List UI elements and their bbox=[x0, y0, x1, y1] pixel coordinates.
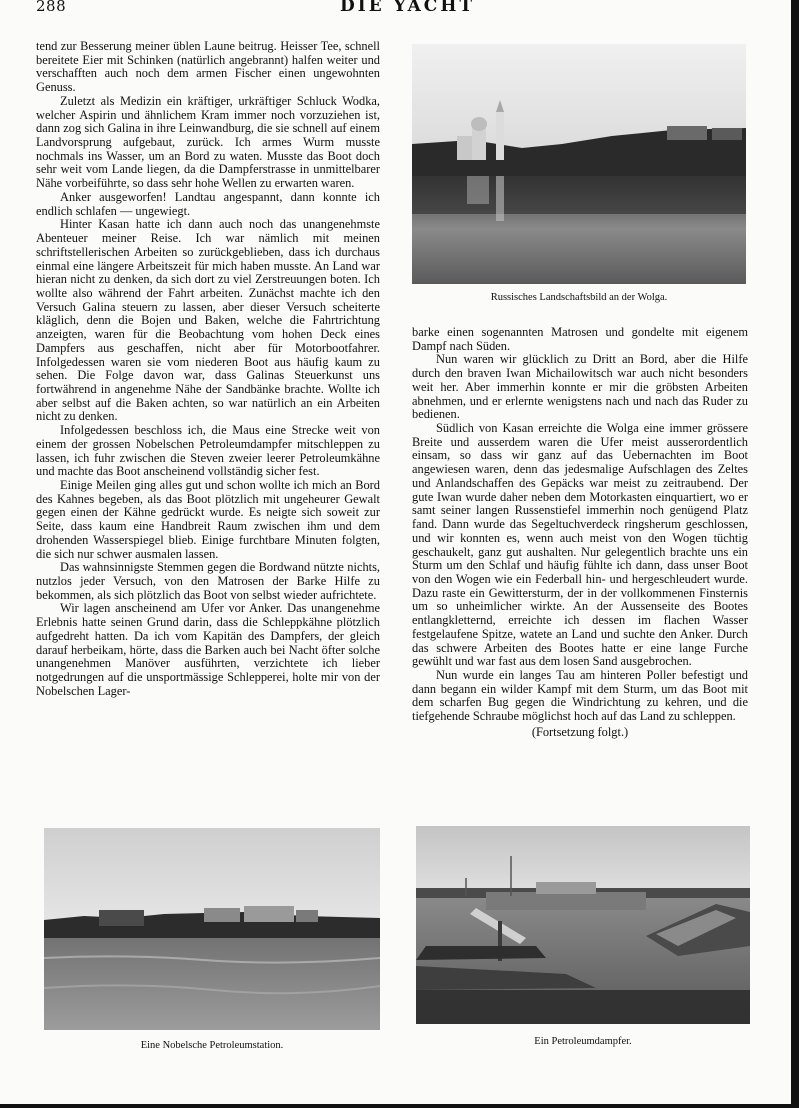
running-head: DIE YACHT bbox=[340, 0, 476, 16]
photo-caption-steamer: Ein Petroleumdampfer. bbox=[534, 1036, 632, 1047]
photo-petroleum-steamer bbox=[416, 826, 750, 1024]
continuation-note: (Fortsetzung folgt.) bbox=[531, 724, 629, 739]
scan-edge-bottom bbox=[0, 1104, 799, 1108]
photo-caption-volga: Russisches Landschaftsbild an der Wolga. bbox=[490, 292, 668, 303]
photo-caption-station: Eine Nobelsche Petroleumstation. bbox=[140, 1040, 284, 1051]
text-column-right bbox=[412, 326, 748, 796]
paragraph: Infolgedessen beschloss ich, die Maus eine Strecke weit von einem der grossen Nobelschen Petroleumdampfer mitschleppen zu lassen, ich fuhr zwischen die Steven zweier leerer Petroleumkähne und machte das Boot anscheinend vollständig sicher fest. bbox=[36, 423, 380, 479]
paragraph: Nun waren wir glücklich zu Dritt an Bord, aber die Hilfe durch den braven Iwan Michailowitsch war auch nicht besonders weit her. Aber immerhin konnte er mir die gröbsten Arbeiten abnehmen, und er erlernte wenigstens nach und nach das Ruder zu bedienen. bbox=[412, 352, 748, 422]
paragraph: barke einen sogenannten Matrosen und gondelte mit eigenem Dampf nach Süden. bbox=[412, 325, 748, 353]
scan-edge-right bbox=[791, 0, 799, 1108]
paragraph: Südlich von Kasan erreichte die Wolga eine immer grössere Breite und ausserdem waren die Ufer meist ausserordentlich einsam, so dass wir ganz auf das Uebernachten im Boot angewiesen waren, denn das jedesmalige Aufschlagen des Zeltes und Anlandschaffen des Gepäcks war meist zu zeitraubend. Der gute Iwan wurde daher neben dem Motorkasten einquartiert, wo er samt seiner langen Russenstiefel immerhin noch genügend Platz fand. Dann wurde das Segeltuchverdeck ringsherum geschlossen, und wir konnten es, wenn auch meist von den Wogen tüchtig geschaukelt, ganz gut aushalten. Nur gelegentlich brachte uns ein Sturm um den Schlaf und häufig fühlte ich dann, dass unser Boot von den Wogen wie ein Federball hin- und hergeschleudert wurde. Dazu raste ein Gewittersturm, der in der vollkommenen Finsternis um so unheimlicher wirkte. An der Aussenseite des Bootes entlangkletternd, erreichte ich dessen im flachen Wasser festgelaufene Spitze, watete an Land und suchte den Anker. Durch das schwere Arbeiten des Bootes hatte er eine lange Furche gewühlt und war fast aus dem losen Sand ausgebrochen. bbox=[412, 421, 748, 669]
paragraph: Einige Meilen ging alles gut und schon wollte ich mich an Bord des Kahnes begeben, als das Boot plötzlich mit ungeheurer Gewalt gegen einen der Kähne gedrückt wurde. Es neigte sich soweit zur Seite, dass kaum eine Handbreit Raum zwischen ihm und dem drohenden Wasserspiegel blieb. Einige furchtbare Minuten folgten, die sich nur schwer ausmalen lassen. bbox=[36, 478, 380, 561]
paragraph: Das wahnsinnigste Stemmen gegen die Bordwand nützte nichts, nutzlos jeder Versuch, von den Matrosen der Barke Hilfe zu bekommen, als sich plötzlich das Boot von selbst wieder aufrichtete. bbox=[36, 560, 380, 602]
paragraph: Zuletzt als Medizin ein kräftiger, urkräftiger Schluck Wodka, welcher Aspirin und ähnlichem Kram immer noch vorzuziehen ist, dann zog sich Galina in ihre Leinwandburg, die sie schnell auf einem Landvorsprung aufgebaut, zurück. Ich armes Wurm musste nochmals ins Wasser, um an Bord zu waten. Musste das Boot doch sehr weit vom Lande liegen, da die Dampferstrasse in unmittelbarer Nähe vorbeiführte, so dass sehr hohe Wellen zu erwarten waren. bbox=[36, 93, 380, 191]
paragraph: Hinter Kasan hatte ich dann auch noch das unangenehmste Abenteuer meiner Reise. Ich war nämlich mit meinen schriftstellerischen Arbeiten so zurückgeblieben, dass ich durchaus einmal eine längere Arbeitszeit für mich haben musste. An Land war hieran nicht zu denken, da sich dort zu viel Zerstreuungen boten. Ich wollte also während der Fahrt arbeiten. Zunächst machte ich den Versuch Galina steuern zu lassen, aber dieser Versuch scheiterte kläglich, denn die Bojen und Baken, welche die Fahrtrichtung anzeigten, waren für die Beobachtung vom hohen Deck eines Dampfers aus geschaffen, nicht aber für Motorbootfahrer. Infolgedessen waren sie vom niederen Boot aus häufig kaum zu sehen. Die Folge davon war, dass Galinas Steuerkunst uns fortwährend in angenehme Nähe der Sandbänke brachte. Wollte ich aber selbst auf die Baken achten, so war natürlich an ein Arbeiten nicht zu denken. bbox=[36, 217, 380, 424]
page-number: 288 bbox=[36, 0, 67, 15]
photo-volga-landscape bbox=[412, 44, 746, 284]
paragraph: Nun wurde ein langes Tau am hinteren Poller befestigt und dann begann ein wilder Kampf mit dem Sturm, um das Boot mit dem scharfen Bug gegen die Windrichtung zu kehren, und die tiefgehende Schraube möglichst hoch auf das Land zu schleppen. bbox=[412, 667, 748, 724]
paragraph: tend zur Besserung meiner üblen Laune beitrug. Heisser Tee, schnell bereitete Eier mit Schinken (natürlich angebrannt) halfen weiter und verschafften auch noch dem armen Fischer einen ungewohnten Genuss. bbox=[36, 39, 380, 95]
text-column-left bbox=[36, 40, 380, 800]
photo-petroleum-station bbox=[44, 828, 380, 1030]
paragraph: Wir lagen anscheinend am Ufer vor Anker. Das unangenehme Erlebnis hatte seinen Grund darin, dass die Schleppkähne plötzlich aufgedreht hatten. Da ich vom Kapitän des Dampfers, der gleich darauf herbeikam, hörte, dass die Barken auch bei Nacht öfter solche unangenehmen Manöver ausführten, verzichtete ich lieber notgedrungen auf die unsportmässige Schlepperei, holte mir von der Nobelschen Lager- bbox=[36, 601, 380, 698]
paragraph: Anker ausgeworfen! Landtau angespannt, dann konnte ich endlich schlafen — ungewiegt. bbox=[36, 189, 380, 218]
